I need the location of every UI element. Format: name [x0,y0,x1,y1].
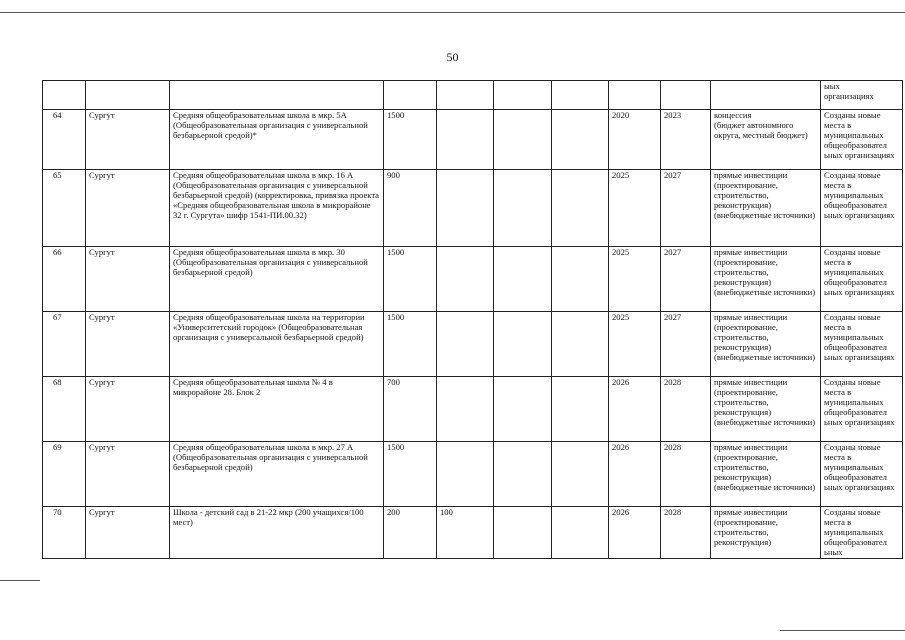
cell-num: 64 [43,110,86,170]
cell-city: Сургут [86,377,170,442]
cell-city: Сургут [86,110,170,170]
cell-end [661,81,711,110]
table-row [43,110,903,170]
cell-name: Средняя общеобразовательная школа на территории «Университетский городок» (Общеобразовательная организация с универсальной безбарьерной средой) [170,312,384,377]
cell-col5 [437,312,494,377]
cell-start: 2026 [609,377,661,442]
cell-result: Созданы новые места в муниципальных общеобразовател ьных организациях [821,170,903,247]
cell-capacity: 200 [384,507,437,559]
cell-col7 [552,110,609,170]
cell-result: Созданы новые места в муниципальных общеобразовател ьных организациях [821,312,903,377]
cell-col5 [437,110,494,170]
table-row [43,507,903,559]
cell-col5 [437,442,494,507]
projects-table [42,80,903,559]
cell-col5 [437,170,494,247]
cell-num: 70 [43,507,86,559]
cell-city: Сургут [86,507,170,559]
cell-start: 2025 [609,312,661,377]
cell-mechanism: прямые инвестиции (проектирование, строительство, реконструкция) (внебюджетные источники) [711,377,821,442]
cell-capacity: 1500 [384,110,437,170]
cell-end: 2028 [661,442,711,507]
cell-num: 65 [43,170,86,247]
cell-result: Созданы новые места в муниципальных общеобразовател ьных [821,507,903,559]
cell-end: 2028 [661,507,711,559]
cell-col6 [494,377,552,442]
cell-name: Средняя общеобразовательная школа в мкр. 16 А (Общеобразовательная организация с универсальной безбарьерной средой) (корректировка, привязка проекта «Средняя общеобразовательная школа в микрорайоне 32 г. Сургута» шифр 1541-ПИ.00.32) [170,170,384,247]
cell-mechanism: прямые инвестиции (проектирование, строительство, реконструкция) (внебюджетные источники) [711,312,821,377]
cell-col5 [437,247,494,312]
cell-start: 2025 [609,170,661,247]
cell-city: Сургут [86,312,170,377]
cell-col6 [494,442,552,507]
cell-end: 2027 [661,247,711,312]
cell-start: 2026 [609,507,661,559]
table-row [43,442,903,507]
cell-col6 [494,507,552,559]
cell-num: 67 [43,312,86,377]
table-row [43,312,903,377]
cell-city [86,81,170,110]
cell-col7 [552,507,609,559]
cell-name: Школа - детский сад в 21-22 мкр (200 учащихся/100 мест) [170,507,384,559]
cell-result: Созданы новые места в муниципальных общеобразовател ьных организациях [821,377,903,442]
cell-end: 2028 [661,377,711,442]
cell-start: 2026 [609,442,661,507]
cell-city: Сургут [86,442,170,507]
cell-mechanism: прямые инвестиции (проектирование, строительство, реконструкция) [711,507,821,559]
cell-col7 [552,442,609,507]
table-row [43,247,903,312]
cell-name: Средняя общеобразовательная школа в мкр. 30 (Общеобразовательная организация с универсальной безбарьерной средой) [170,247,384,312]
cell-name: Средняя общеобразовательная школа в мкр. 5А (Общеобразовательная организация с универсальной безбарьерной средой)* [170,110,384,170]
cell-result: ыых организациях [821,81,903,110]
cell-capacity [384,81,437,110]
cell-mechanism: концессия (бюджет автономного округа, местный бюджет) [711,110,821,170]
cell-num: 69 [43,442,86,507]
cell-name [170,81,384,110]
cell-mechanism: прямые инвестиции (проектирование, строительство, реконструкция) (внебюджетные источники) [711,247,821,312]
cell-end: 2023 [661,110,711,170]
cell-col7 [552,377,609,442]
cell-name: Средняя общеобразовательная школа в мкр. 27 А (Общеобразовательная организация с универсальной безбарьерной средой) [170,442,384,507]
scan-edge-bottom-right [780,630,905,631]
cell-col6 [494,81,552,110]
cell-start: 2025 [609,247,661,312]
cell-col7 [552,312,609,377]
cell-end: 2027 [661,170,711,247]
cell-col7 [552,170,609,247]
scan-edge-bottom-left [0,580,40,581]
cell-mechanism: прямые инвестиции (проектирование, строительство, реконструкция) (внебюджетные источники) [711,170,821,247]
cell-col6 [494,247,552,312]
cell-mechanism: прямые инвестиции (проектирование, строительство, реконструкция) (внебюджетные источники) [711,442,821,507]
cell-num [43,81,86,110]
cell-capacity: 900 [384,170,437,247]
cell-mechanism [711,81,821,110]
cell-col5 [437,81,494,110]
cell-col7 [552,247,609,312]
table-row [43,377,903,442]
cell-col5: 100 [437,507,494,559]
cell-result: Созданы новые места в муниципальных общеобразовател ьных организациях [821,442,903,507]
cell-col5 [437,377,494,442]
cell-end: 2027 [661,312,711,377]
cell-num: 66 [43,247,86,312]
cell-col7 [552,81,609,110]
table-row [43,170,903,247]
cell-col6 [494,110,552,170]
cell-col6 [494,312,552,377]
cell-result: Созданы новые места в муниципальных общеобразовател ьных организациях [821,110,903,170]
scan-edge-top [0,12,905,13]
cell-city: Сургут [86,247,170,312]
cell-col6 [494,170,552,247]
cell-city: Сургут [86,170,170,247]
cell-name: Средняя общеобразовательная школа № 4 в микрорайоне 28. Блок 2 [170,377,384,442]
cell-num: 68 [43,377,86,442]
table-row [43,81,903,110]
cell-start [609,81,661,110]
cell-capacity: 1500 [384,247,437,312]
cell-result: Созданы новые места в муниципальных общеобразовател ьных организациях [821,247,903,312]
cell-capacity: 700 [384,377,437,442]
page-number: 50 [446,50,459,64]
cell-start: 2020 [609,110,661,170]
cell-capacity: 1500 [384,442,437,507]
cell-capacity: 1500 [384,312,437,377]
